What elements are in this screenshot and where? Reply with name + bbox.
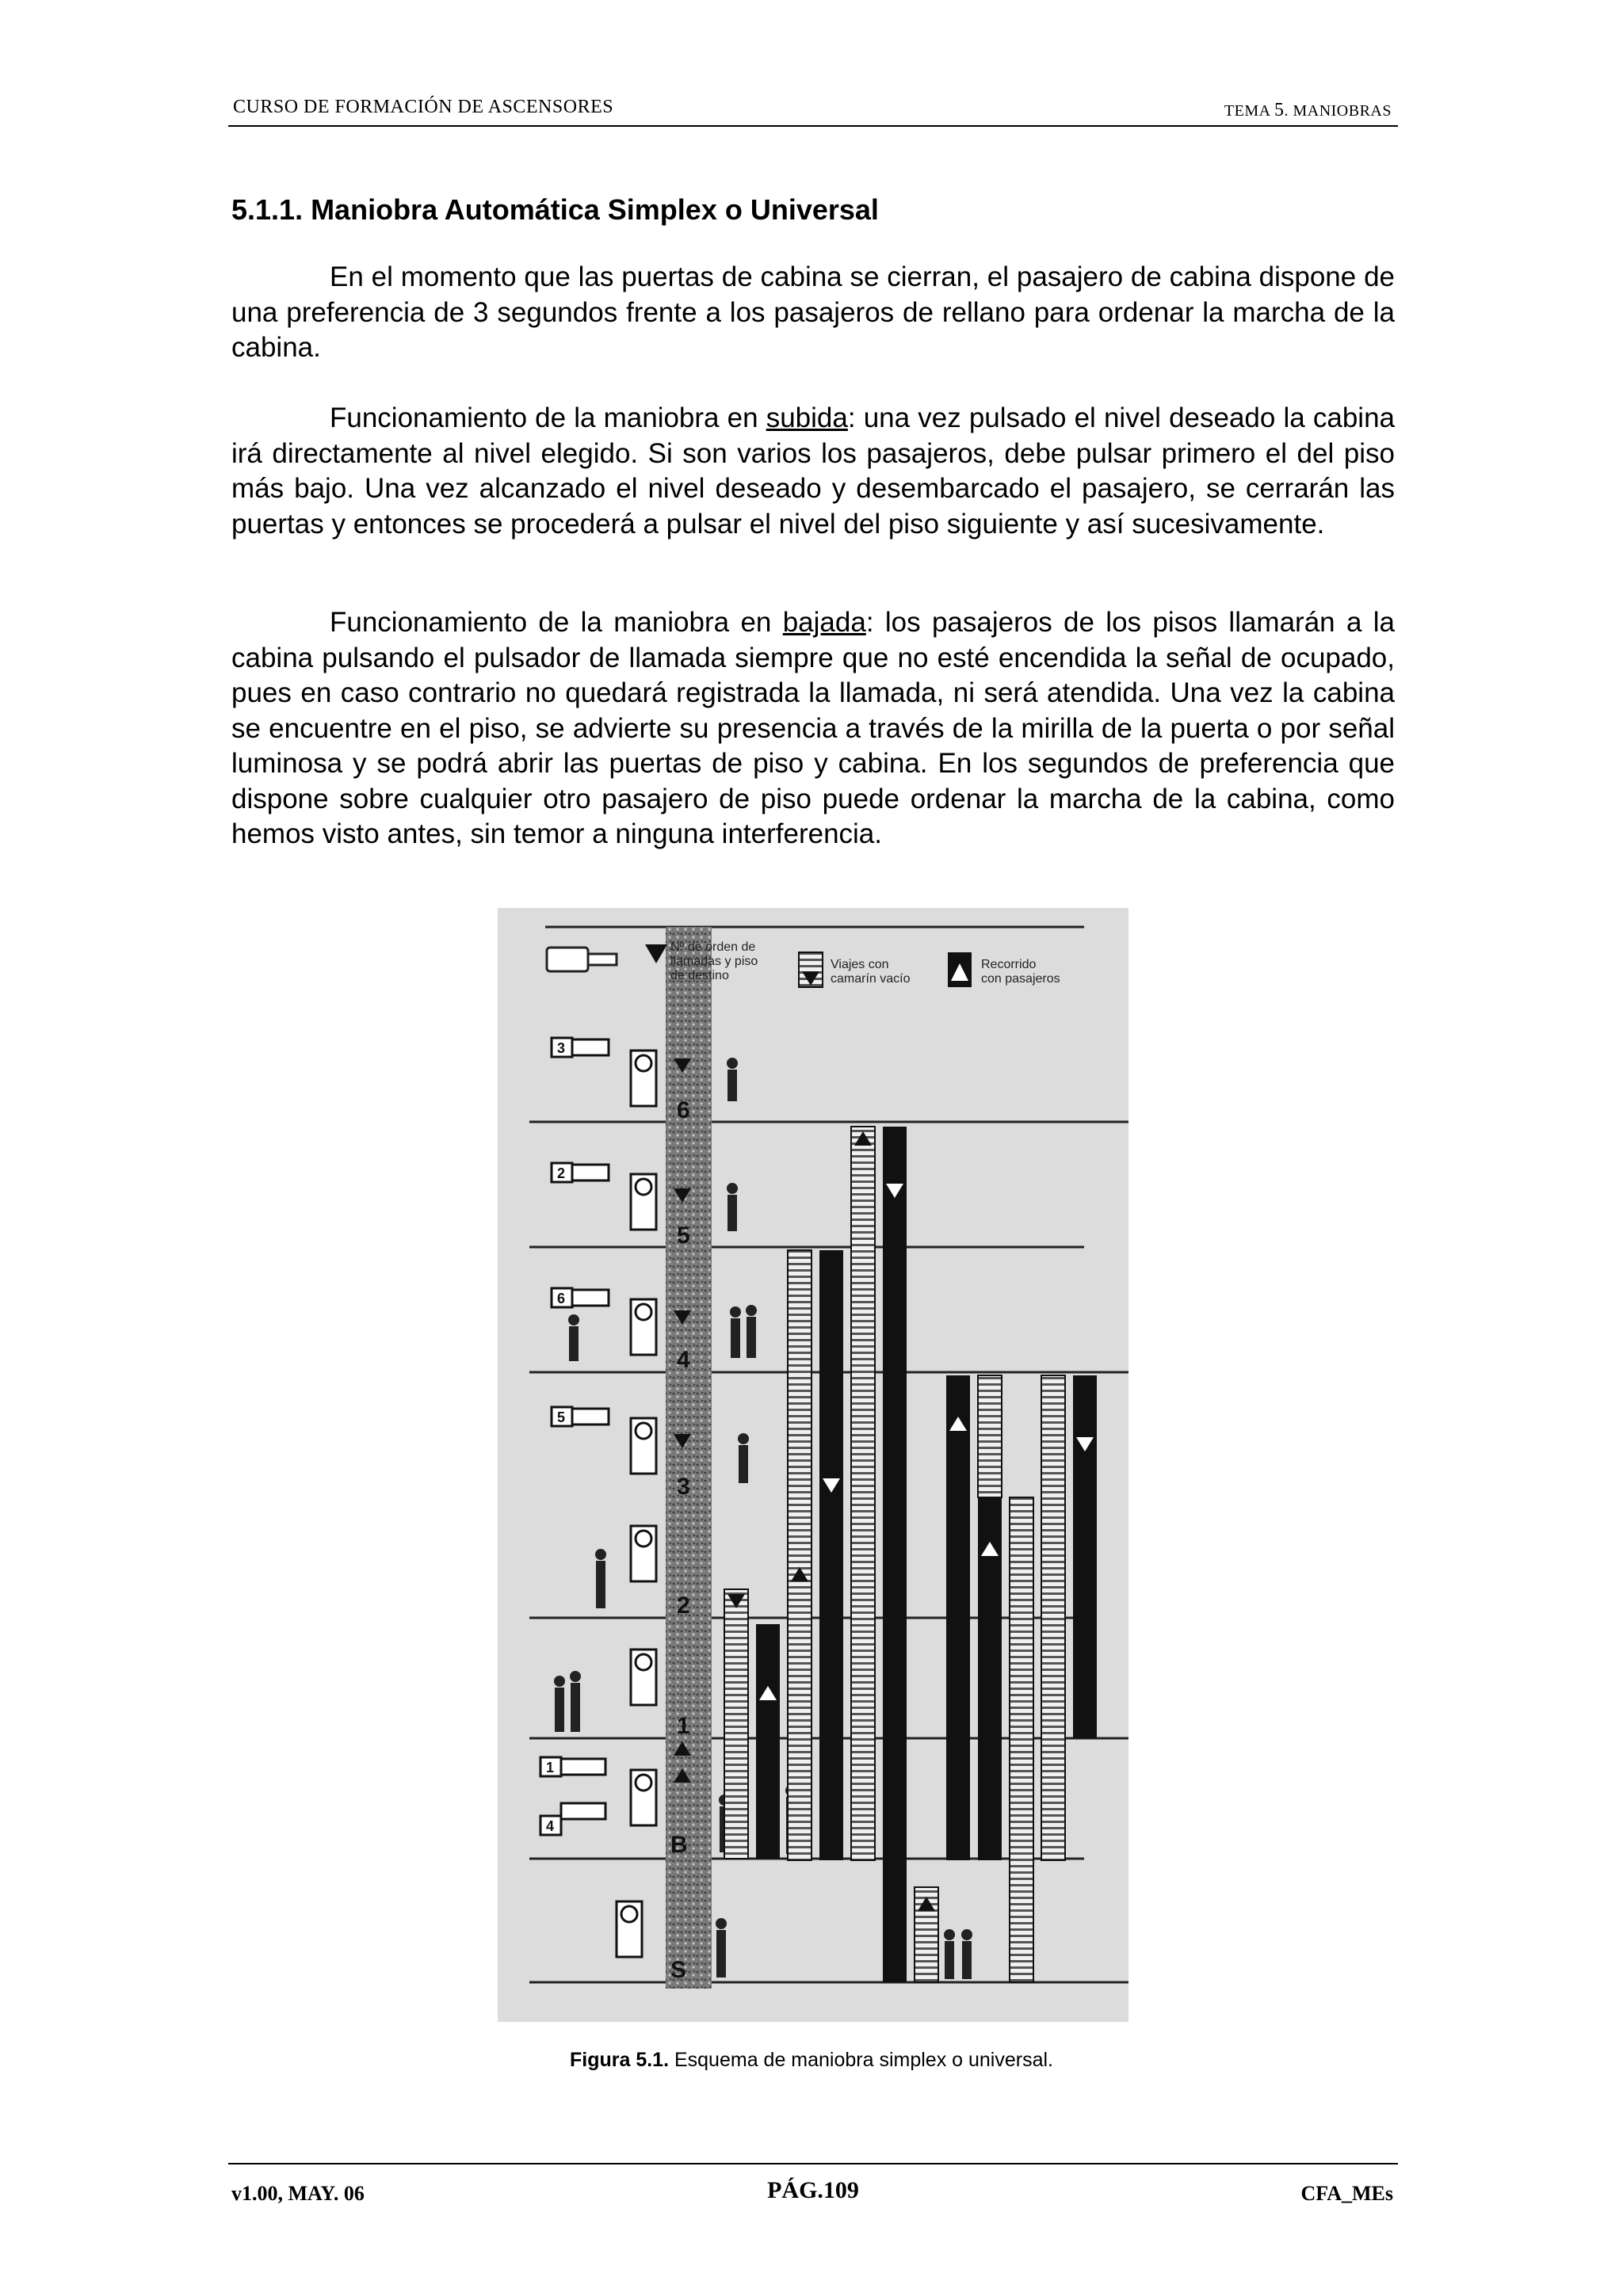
person-icon	[727, 1183, 738, 1231]
svg-text:3: 3	[557, 1040, 566, 1056]
landing-button-panel	[631, 1526, 656, 1581]
person-icon	[944, 1929, 955, 1979]
svg-text:de destino: de destino	[670, 969, 729, 982]
svg-text:llamadas y piso: llamadas y piso	[670, 955, 758, 968]
empty-trip-icon	[799, 952, 823, 987]
svg-text:con pasajeros: con pasajeros	[981, 972, 1060, 986]
person-icon	[554, 1676, 565, 1732]
empty-trip-column	[788, 1250, 812, 1860]
floor-label: S	[670, 1957, 687, 1983]
paragraph-2: Funcionamiento de la maniobra en subida: una vez pulsado el nivel deseado la cabina irá directamente al nivel elegido. Si son varios los pasajeros, debe pulsar primero el del piso más bajo. Una vez alcanzado el nivel deseado y desembarcado el pasajero, se cerrarán las puertas y entonces se procederá a pulsar el nivel del piso siguiente y así sucesivamente.	[231, 402, 1396, 540]
landing-button-panel	[631, 1299, 656, 1355]
passenger-trip-column	[819, 1250, 843, 1860]
pointing-hand-icon	[552, 1288, 609, 1307]
empty-trip-column	[1041, 1375, 1065, 1860]
svg-text:6: 6	[557, 1291, 566, 1306]
svg-text:4: 4	[546, 1818, 555, 1834]
passenger-trip-column	[756, 1624, 780, 1859]
course-title: CURSO DE FORMACIÓN DE ASCENSORES	[233, 97, 614, 117]
landing-button-panel	[617, 1901, 642, 1957]
person-icon	[746, 1305, 757, 1358]
term-subida: subida	[766, 402, 848, 433]
landing-button-panel	[631, 1174, 656, 1230]
svg-text:camarín vacío: camarín vacío	[831, 972, 911, 986]
person-icon	[568, 1314, 579, 1361]
person-icon	[570, 1671, 581, 1732]
floor-label: 2	[677, 1592, 690, 1619]
elevator-diagram	[498, 908, 1128, 2022]
passenger-trip-column	[946, 1375, 970, 1860]
pointing-hand-icon	[552, 1407, 609, 1426]
term-bajada: bajada	[782, 607, 866, 638]
paragraph-1: En el momento que las puertas de cabina se cierran, el pasajero de cabina dispone de una preferencia de 3 segundos frente a los pasajeros de rellano para ordenar la marcha de la cabina.	[231, 261, 1395, 363]
floor-label: 4	[677, 1347, 690, 1373]
floor-label: B	[670, 1832, 688, 1858]
chapter-label: TEMA 5. MANIOBRAS	[1224, 100, 1392, 120]
svg-text:1: 1	[546, 1760, 555, 1775]
person-icon	[730, 1306, 741, 1358]
pointing-hand-icon	[552, 1038, 609, 1057]
landing-button-panel	[631, 1418, 656, 1474]
person-icon	[716, 1918, 727, 1978]
passenger-trip-column	[1073, 1375, 1097, 1738]
page-footer	[228, 2163, 1398, 2205]
svg-text:Nº de orden de: Nº de orden de	[670, 940, 756, 954]
person-icon	[961, 1929, 972, 1979]
pointing-hand-icon	[540, 1757, 605, 1776]
paragraph-3: Funcionamiento de la maniobra en bajada: los pasajeros de los pisos llamarán a la cabina pulsando el pulsador de llamada siempre que no esté encendida la señal de ocupado, pues en caso contrario no quedará registrada la llamada, ni será atendida. Una vez la cabina se encuentre en el piso, se advierte su presencia a través de la mirilla de la puerta o por señal luminosa y se podrá abrir las puertas de piso y cabina. En los segundos de preferencia que dispone sobre cualquier otro pasajero de piso puede ordenar la marcha de la cabina, como hemos visto antes, sin temor a ninguna interferencia.	[231, 607, 1396, 849]
svg-text:Viajes con: Viajes con	[831, 958, 889, 971]
empty-trip-column	[724, 1589, 748, 1859]
section-title: 5.1.1. Maniobra Automática Simplex o Universal	[231, 193, 879, 226]
person-icon	[595, 1549, 606, 1608]
person-icon	[738, 1433, 749, 1483]
svg-text:2: 2	[557, 1165, 566, 1181]
passenger-trip-column	[883, 1127, 907, 1982]
svg-text:Recorrido: Recorrido	[981, 958, 1037, 971]
landing-button-panel	[631, 1051, 656, 1106]
elevator-shaft	[666, 927, 712, 1989]
landing-button-panel	[631, 1770, 656, 1825]
page-number: PÁG.109	[767, 2177, 859, 2203]
person-icon	[727, 1058, 738, 1101]
svg-text:5: 5	[557, 1409, 566, 1425]
floor-label: 5	[677, 1222, 690, 1249]
doc-code: CFA_MEs	[1300, 2182, 1393, 2205]
landing-button-panel	[631, 1650, 656, 1705]
passenger-trip-icon	[948, 952, 972, 987]
figure-caption: Figura 5.1. Esquema de maniobra simplex o universal.	[569, 2049, 1053, 2071]
page-header	[228, 95, 1398, 127]
empty-trip-column	[851, 1127, 875, 1860]
version-label: v1.00, MAY. 06	[231, 2182, 365, 2205]
empty-trip-column	[1010, 1497, 1033, 1982]
figure-5-1	[498, 908, 1128, 2022]
floor-label: 6	[677, 1097, 690, 1123]
floor-label: 3	[677, 1474, 690, 1500]
floor-label: 1	[677, 1713, 690, 1739]
pointing-hand-icon	[552, 1163, 609, 1182]
empty-trip-column	[978, 1375, 1002, 1497]
